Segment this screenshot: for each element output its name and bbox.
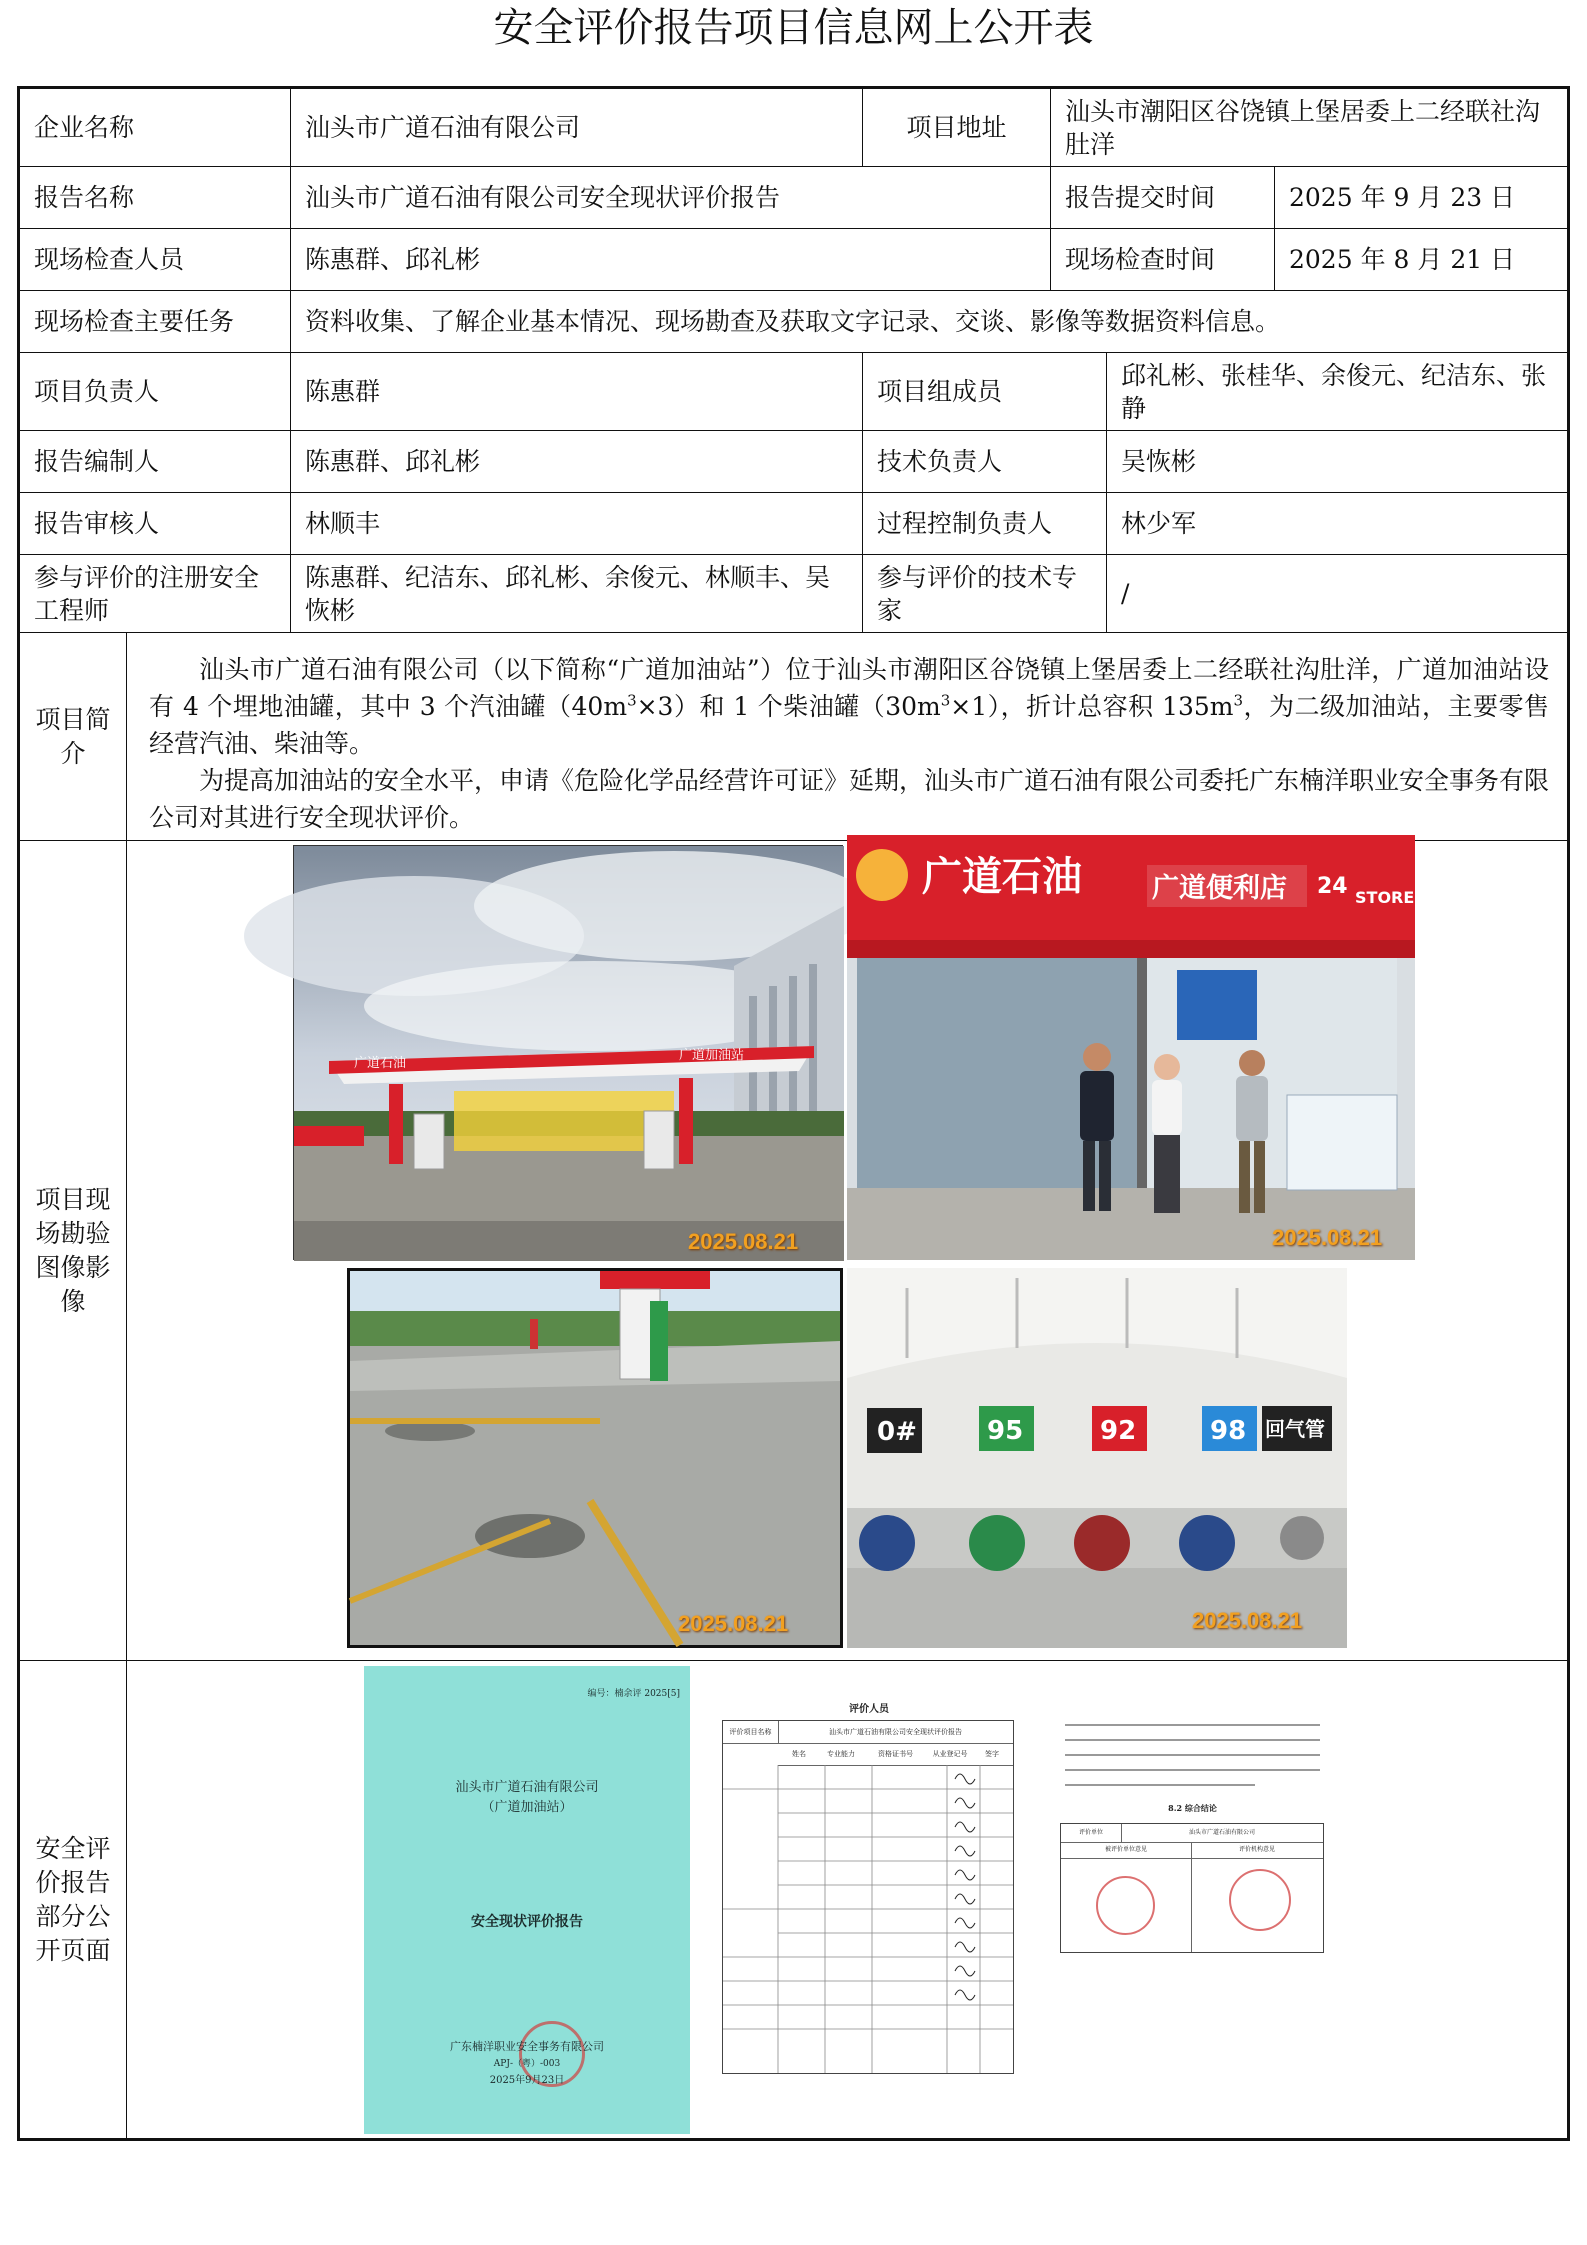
shop-store-text: STORE [1355,888,1415,907]
inspectors-value: 陈惠群、邱礼彬 [291,229,1051,291]
engineers-label: 参与评价的注册安全工程师 [20,555,291,633]
shop-name-text: 广道便利店 [1152,873,1287,904]
staff-header-cert: 资格证书号 [878,1750,913,1758]
reviewer-label: 报告审核人 [20,493,291,555]
conclusion-title: 8.2 综合结论 [1168,1803,1217,1813]
staff-project-label: 评价项目名称 [723,1721,779,1744]
tank-well-scene [847,1268,1347,1648]
cover-title: 安全现状评价报告 [471,1914,583,1930]
canopy-scene [294,846,844,1261]
staff-title: 评价人员 [849,1704,889,1715]
date-stamp-4: 2025.08.21 [1192,1608,1303,1633]
task-value: 资料收集、了解企业基本情况、现场勘查及获取文字记录、交谈、影像等数据资料信息。 [291,291,1567,353]
submit-time-label: 报告提交时间 [1051,167,1275,229]
tank-label-vapor: 回气管 [1265,1417,1325,1441]
intro-paragraph-1: 汕头市广道石油有限公司（以下简称“广道加油站”）位于汕头市潮阳区谷饶镇上堡居委上二经联社沟肚洋，广道加油站设有 4 个埋地油罐，其中 3 个汽油罐$(40m^3\times 3)$和 1 个柴油罐$(30m^3\times 1)$，折计总容积 $135m^3$，为二级加油站，主要零售经营汽油、柴油等。 [149,655,1550,758]
report-pages-label: 安全评价报告部分公开页面 [20,1661,127,2138]
intro-text [127,633,1567,841]
company-value: 汕头市广道石油有限公司 [291,89,863,167]
staff-rows-lines [723,1765,1013,2073]
staff-header-name: 姓名 [791,1750,806,1758]
conclusion-seal-2 [1229,1869,1291,1931]
compiler-value: 陈惠群、邱礼彬 [291,431,863,493]
photo-shop [847,835,1415,1260]
report-staff-page [720,1700,1018,2080]
conclusion-org-label: 评价单位 [1061,1824,1122,1843]
page-title: 安全评价报告项目信息网上公开表 [493,5,1094,51]
process-lead-label: 过程控制负责人 [863,493,1107,555]
report-conclusion-page [1055,1695,1330,2095]
staff-header-row [778,1743,1013,1766]
date-stamp-1: 2025.08.21 [688,1229,799,1254]
photos-label: 项目现场勘验图像影像 [20,841,127,1661]
conclusion-company: 汕头市广道石油有限公司 [1121,1824,1323,1843]
photo-forecourt [347,1268,843,1648]
cover-org: 广东楠洋职业安全事务有限公司 [450,2040,604,2053]
submit-time-value: 2025 年 9 月 23 日 [1275,167,1567,229]
conclusion-col1: 被评价单位意见 [1061,1842,1192,1859]
leader-label: 项目负责人 [20,353,291,431]
experts-value: / [1107,555,1567,633]
report-cover-page [364,1666,690,2134]
staff-project: 汕头市广道石油有限公司安全现状评价报告 [778,1721,1013,1744]
members-value: 邱礼彬、张桂华、余俊元、纪洁东、张 静 [1107,353,1567,431]
cover-date: 2025年9月23日 [489,2075,565,2086]
canopy-brand-text: 广道石油 [354,1056,407,1071]
date-stamp-2: 2025.08.21 [1272,1225,1383,1250]
tank-label-95: 95 [987,1416,1024,1446]
address-value: 汕头市潮阳区谷饶镇上堡居委上二经联社沟肚洋 [1051,89,1567,167]
tank-label-92: 92 [1100,1416,1137,1446]
tank-label-0: 0# [877,1417,917,1447]
company-label: 企业名称 [20,89,291,167]
date-stamp-3: 2025.08.21 [678,1611,789,1636]
compiler-label: 报告编制人 [20,431,291,493]
inspect-time-label: 现场检查时间 [1051,229,1275,291]
tank-label-98: 98 [1210,1416,1247,1446]
shop-24-text: 24 [1317,874,1348,899]
shop-scene [847,835,1415,1260]
leader-value: 陈惠群 [291,353,863,431]
address-label: 项目地址 [863,89,1051,167]
conclusion-col2: 评价机构意见 [1191,1842,1323,1859]
report-name-value: 汕头市广道石油有限公司安全现状评价报告 [291,167,1051,229]
staff-header-sign: 签字 [985,1750,1000,1758]
cover-code: APJ-（粤）-003 [493,2059,561,2069]
cover-number: 编号：楠余评 2025[5] [587,1689,680,1699]
members-label: 项目组成员 [863,353,1107,431]
inspectors-label: 现场检查人员 [20,229,291,291]
staff-header-skill: 专业能力 [826,1750,855,1758]
cover-station: （广道加油站） [481,1800,573,1815]
experts-label: 参与评价的技术专家 [863,555,1107,633]
tech-lead-value: 吴恢彬 [1107,431,1567,493]
conclusion-text-lines [1055,1695,1330,1815]
shop-brand-text: 广道石油 [922,854,1082,900]
staff-header-reg: 从业登记号 [932,1750,968,1758]
engineers-value: 陈惠群、纪洁东、邱礼彬、余俊元、林顺丰、吴恢彬 [291,555,863,633]
intro-label: 项目简介 [20,633,127,841]
intro-paragraph-2: 为提高加油站的安全水平，申请《危险化学品经营许可证》延期，汕头市广道石油有限公司委托广东楠洋职业安全事务有限公司对其进行安全现状评价。 [149,766,1550,832]
photo-canopy [293,845,843,1260]
process-lead-value: 林少军 [1107,493,1567,555]
task-label: 现场检查主要任务 [20,291,291,353]
tech-lead-label: 技术负责人 [863,431,1107,493]
staff-table [722,1720,1014,2074]
forecourt-scene [350,1271,840,1645]
canopy-name-text: 广道加油站 [679,1048,745,1063]
photo-tank-well [847,1268,1347,1648]
cover-company: 汕头市广道石油有限公司 [455,1780,599,1795]
conclusion-seal-1 [1096,1876,1155,1935]
inspect-time-value: 2025 年 8 月 21 日 [1275,229,1567,291]
conclusion-table [1060,1823,1324,1953]
reviewer-value: 林顺丰 [291,493,863,555]
report-name-label: 报告名称 [20,167,291,229]
